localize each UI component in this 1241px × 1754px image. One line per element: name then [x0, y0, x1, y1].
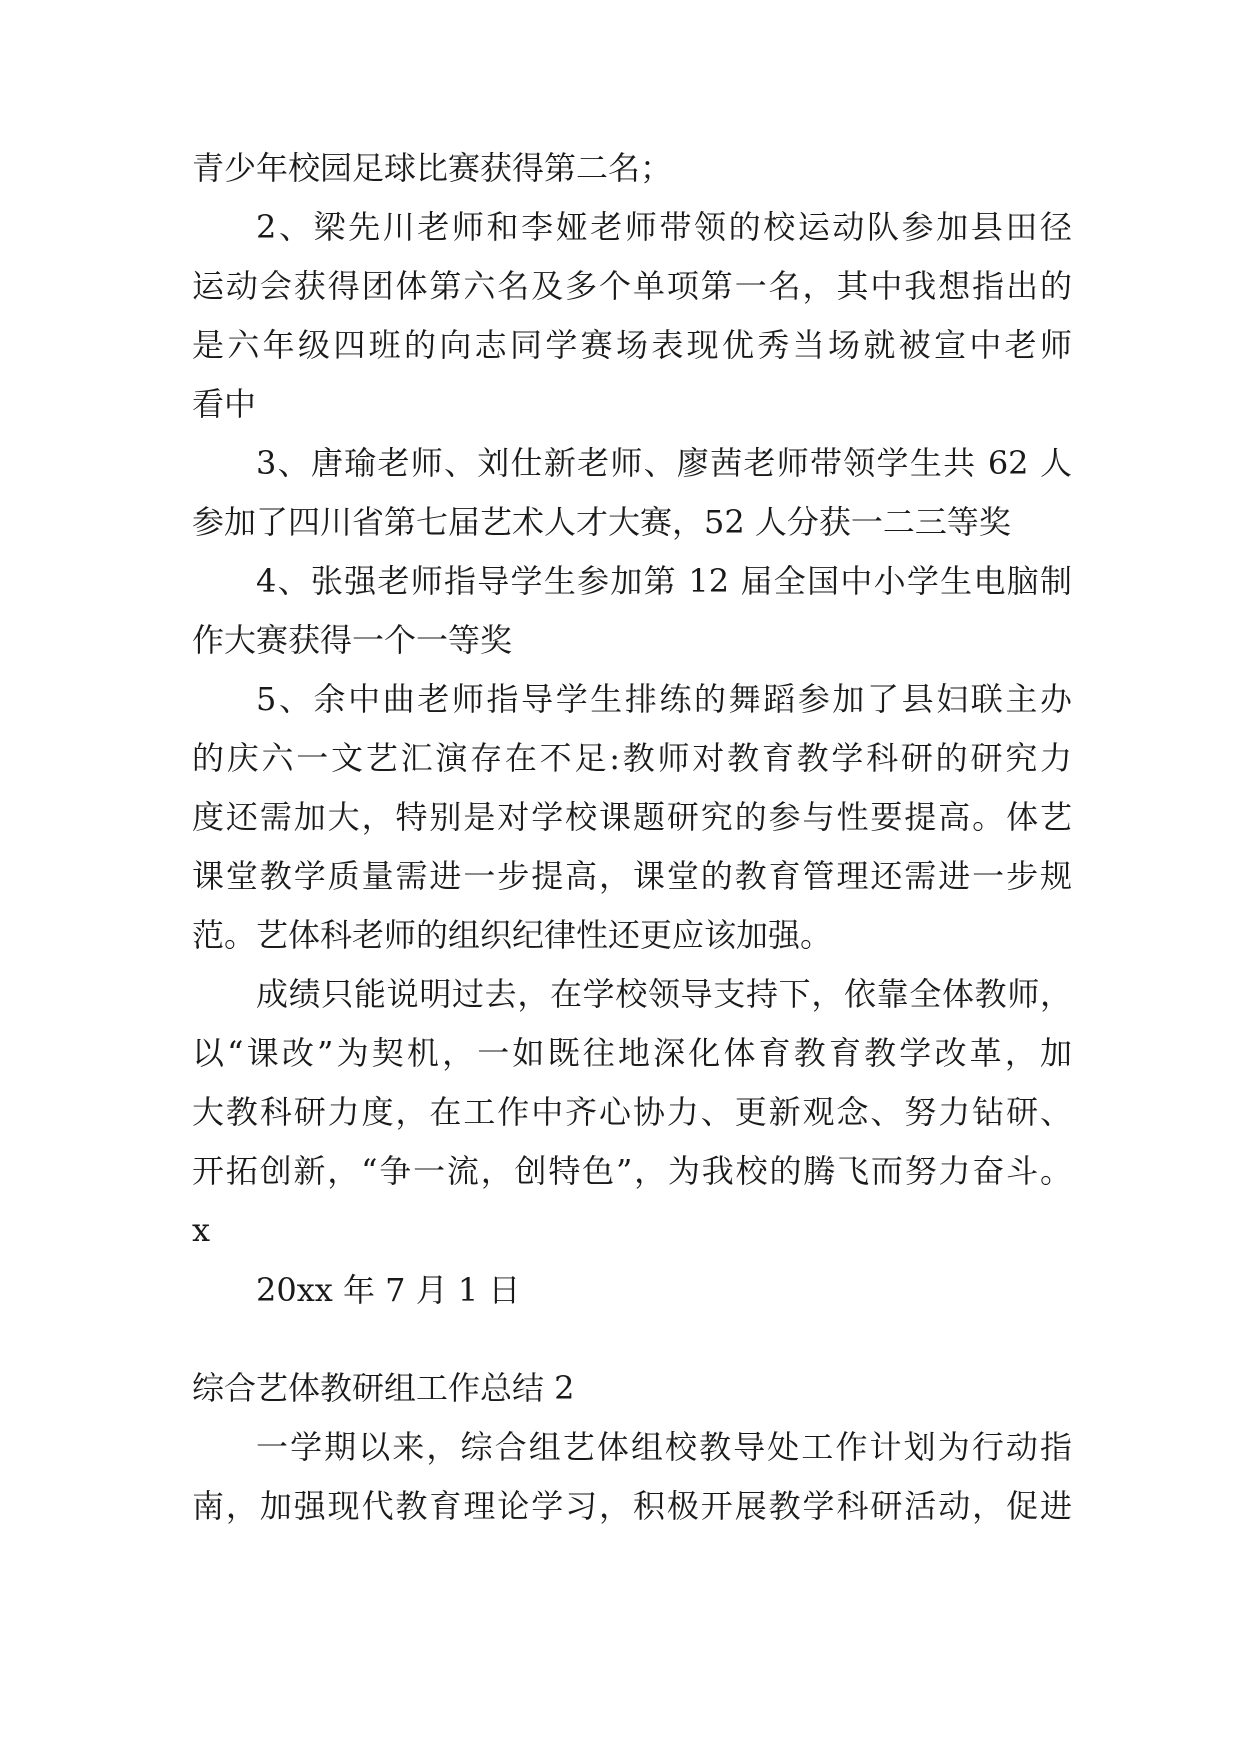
paragraph-line: 作大赛获得一个一等奖 [192, 621, 513, 659]
paragraph-line: 2、梁先川老师和李娅老师带领的校运动队参加县田径 [256, 208, 1072, 246]
paragraph-line: 是六年级四班的向志同学赛场表现优秀当场就被宣中老师 [192, 326, 1072, 364]
paragraph-line: x [192, 1211, 211, 1249]
paragraph-line: 范。艺体科老师的组织纪律性还更应该加强。 [192, 916, 833, 954]
paragraph-line: 南，加强现代教育理论学习，积极开展教学科研活动，促进 [192, 1487, 1072, 1525]
paragraph-line: 4、张强老师指导学生参加第 12 届全国中小学生电脑制 [256, 562, 1072, 600]
paragraph-line: 的庆六一文艺汇演存在不足:教师对教育教学科研的研究力 [192, 739, 1072, 777]
paragraph-line: 青少年校园足球比赛获得第二名； [192, 149, 673, 187]
paragraph-line: 看中 [192, 385, 257, 423]
paragraph-line: 以“课改”为契机，一如既往地深化体育教育教学改革，加 [192, 1034, 1072, 1072]
paragraph-line: 开拓创新，“争一流，创特色”，为我校的腾飞而努力奋斗。 [192, 1152, 1072, 1190]
paragraph-line: 运动会获得团体第六名及多个单项第一名，其中我想指出的 [192, 267, 1072, 305]
paragraph-line: 参加了四川省第七届艺术人才大赛，52 人分获一二三等奖 [192, 503, 1011, 541]
paragraph-line: 成绩只能说明过去，在学校领导支持下，依靠全体教师， [256, 975, 1072, 1013]
paragraph-line: 课堂教学质量需进一步提高，课堂的教育管理还需进一步规 [192, 857, 1072, 895]
paragraph-line: 5、余中曲老师指导学生排练的舞蹈参加了县妇联主办 [256, 680, 1072, 718]
paragraph-line: 3、唐瑜老师、刘仕新老师、廖茜老师带领学生共 62 人 [256, 444, 1072, 482]
signature-date: 20xx 年 7 月 1 日 [256, 1271, 521, 1309]
paragraph-line: 一学期以来，综合组艺体组校教导处工作计划为行动指 [256, 1428, 1072, 1466]
paragraph-line: 度还需加大，特别是对学校课题研究的参与性要提高。体艺 [192, 798, 1072, 836]
section-title: 综合艺体教研组工作总结 2 [192, 1369, 575, 1407]
paragraph-line: 大教科研力度，在工作中齐心协力、更新观念、努力钻研、 [192, 1093, 1072, 1131]
